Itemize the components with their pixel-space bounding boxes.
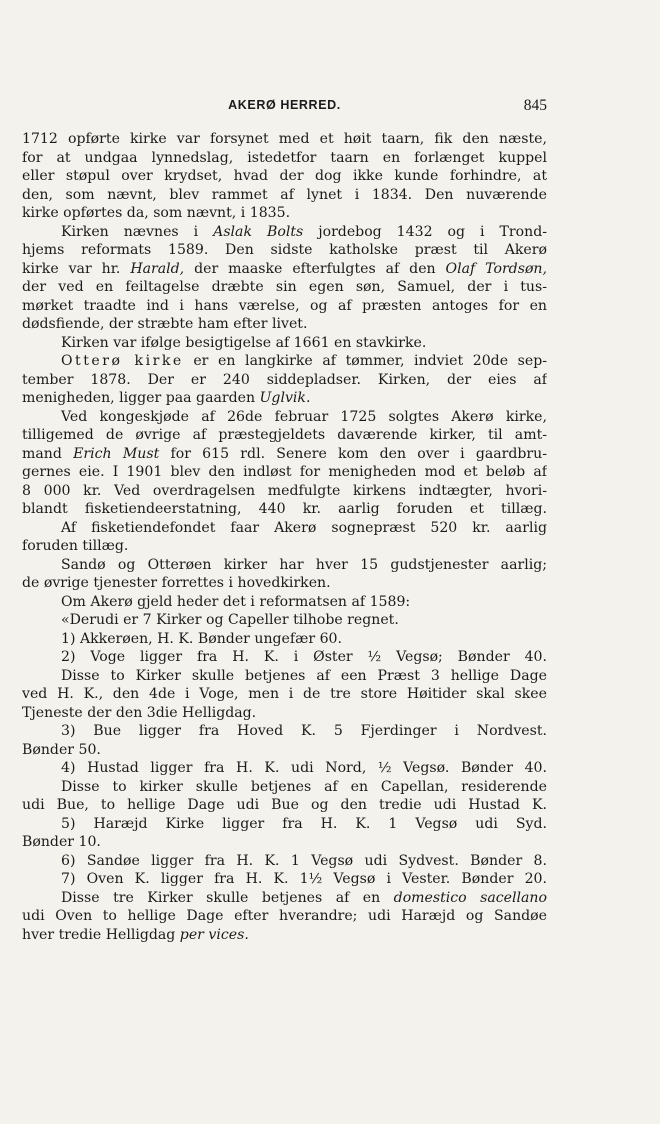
- italic-text: per vices.: [179, 926, 249, 943]
- text-line: [22, 389, 547, 408]
- text-line: eller støpul over krydset, hvad der dog ikke kunde forhindre, at: [22, 168, 547, 184]
- running-title: AKERØ HERRED.: [228, 98, 341, 112]
- text-line: 5) Haræjd Kirke ligger fra H. K. 1 Vegsø udi Syd.: [61, 815, 547, 832]
- text-segment: jordebog 1432 og i Trond-: [303, 223, 547, 240]
- italic-text: Aslak Bolts: [213, 223, 304, 240]
- text-line: [22, 926, 547, 945]
- text-line: foruden tillæg.: [22, 538, 129, 554]
- text-line: Bønder 10.: [22, 834, 101, 850]
- italic-text: domestico sacellano: [393, 889, 547, 906]
- italic-text: Erich Must: [73, 445, 160, 462]
- text-segment: hver tredie Helligdag: [22, 926, 180, 943]
- text-segment: Kirken nævnes i: [61, 223, 214, 240]
- text-line: [22, 445, 547, 464]
- text-line: Tjeneste der den 3die Helligdag.: [22, 704, 257, 721]
- text-segment: for 615 rdl. Senere kom den over i gaardbru-: [159, 445, 547, 462]
- body-text: [22, 130, 547, 944]
- text-line: hjems reformats 1589. Den sidste katholske præst til Akerø: [22, 242, 547, 258]
- text-line: 4) Hustad ligger fra H. K. udi Nord, ½ Vegsø. Bønder 40.: [61, 760, 547, 776]
- text-line: 3) Bue ligger fra Hoved K. 5 Fjerdinger i Nordvest.: [61, 723, 547, 739]
- text-line: gernes eie. I 1901 blev den indløst for menigheden mod et beløb af: [22, 464, 547, 480]
- text-line: «Derudi er 7 Kirker og Capeller tilhobe regnet.: [61, 612, 399, 628]
- text-line: 1712 opførte kirke var forsynet med et høit taarn, fik den næste,: [22, 131, 547, 147]
- text-line: tilligemed de øvrige af præstegjeldets daværende kirker, til amt-: [22, 427, 547, 443]
- page-number: 845: [523, 97, 547, 114]
- text-line: for at undgaa lynnedslag, istedetfor taarn en forlænget kuppel: [22, 149, 547, 166]
- text-line: blandt fisketiendeerstatning, 440 kr. aarlig foruden et tillæg.: [22, 501, 547, 517]
- text-line: Disse to kirker skulle betjenes af en Capellan, residerende: [61, 778, 547, 795]
- text-line: de øvrige tjenester forrettes i hovedkirken.: [22, 575, 331, 591]
- text-line: Kirken var ifølge besigtigelse af 1661 en stavkirke.: [61, 334, 427, 351]
- text-line: 6) Sandøe ligger fra H. K. 1 Vegsø udi Sydvest. Bønder 8.: [61, 852, 547, 869]
- text-line: dødsfiende, der stræbte ham efter livet.: [22, 316, 308, 332]
- text-segment: er en langkirke af tømmer, indviet 20de sep-: [183, 353, 547, 369]
- text-segment: menigheden, ligger paa gaarden: [22, 390, 260, 406]
- text-line: 2) Voge ligger fra H. K. i Øster ½ Vegsø; Bønder 40.: [61, 649, 547, 665]
- text-line: [22, 223, 547, 242]
- text-segment: mand: [22, 445, 74, 462]
- text-line: Om Akerø gjeld heder det i reformatsen af 1589:: [61, 593, 411, 610]
- text-line: Bønder 50.: [22, 741, 101, 758]
- text-segment: der maaske efterfulgtes af den: [184, 260, 446, 277]
- text-line: 8 000 kr. Ved overdragelsen medfulgte kirkens indtægter, hvori-: [22, 482, 547, 499]
- text-line: Sandø og Otterøen kirker har hver 15 gudstjenester aarlig;: [61, 556, 547, 573]
- text-line: mørket traadte ind i hans værelse, og af præsten antoges for en: [22, 297, 547, 314]
- text-line: [22, 352, 547, 371]
- text-line: Ved kongeskjøde af 26de februar 1725 solgtes Akerø kirke,: [61, 408, 547, 425]
- text-line: [22, 260, 547, 279]
- text-line: ved H. K., den 4de i Voge, men i de tre store Høitider skal skee: [22, 686, 547, 702]
- text-line: der ved en feiltagelse dræbte sin egen søn, Samuel, der i tus-: [22, 279, 547, 295]
- text-segment: kirke var hr.: [22, 260, 131, 277]
- spaced-text: Otterø kirke: [61, 353, 184, 369]
- text-line: Af fisketiendefondet faar Akerø sognepræst 520 kr. aarlig: [61, 519, 547, 536]
- text-line: Disse to Kirker skulle betjenes af een Præst 3 hellige Dage: [61, 667, 547, 684]
- text-line: [22, 889, 547, 908]
- text-line: kirke opførtes da, som nævnt, i 1835.: [22, 205, 291, 221]
- text-segment: Disse tre Kirker skulle betjenes af en: [61, 889, 394, 906]
- text-line: 7) Oven K. ligger fra H. K. 1½ Vegsø i Vester. Bønder 20.: [61, 871, 547, 887]
- text-line: udi Bue, to hellige Dage udi Bue og den tredie udi Hustad K.: [22, 797, 547, 813]
- text-line: udi Oven to hellige Dage efter hverandre; udi Haræjd og Sandøe: [22, 908, 547, 924]
- italic-text: Olaf Tordsøn,: [445, 260, 547, 277]
- text-line: den, som nævnt, blev rammet af lynet i 1834. Den nuværende: [22, 186, 547, 203]
- text-line: 1) Akkerøen, H. K. Bønder ungefær 60.: [61, 630, 342, 647]
- italic-text: Uglvik.: [259, 390, 311, 406]
- italic-text: Harald,: [130, 260, 185, 277]
- page-header: [22, 98, 547, 118]
- text-line: tember 1878. Der er 240 siddepladser. Kirken, der eies af: [22, 371, 547, 388]
